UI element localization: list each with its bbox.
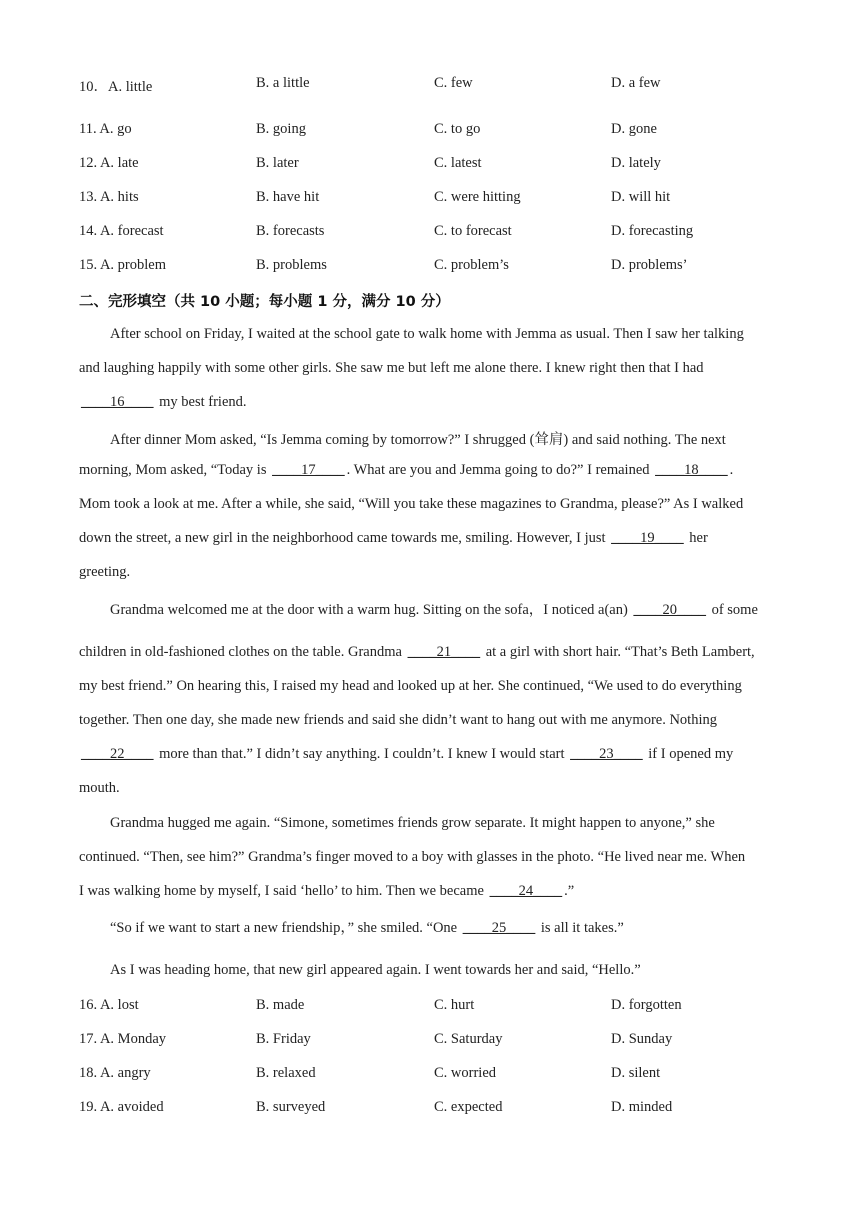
option-b: B. problems: [256, 257, 327, 273]
passage-text: down the street, a new girl in the neighborhood came towards me, smiling. However, I just: [79, 530, 610, 546]
passage-text: at a girl with short hair. “That’s Beth Lambert,: [482, 644, 755, 660]
passage-line: [110, 598, 825, 619]
question-16-options: [79, 997, 839, 1017]
question-10-options: [79, 75, 839, 95]
question-11-options: [79, 121, 839, 141]
option-a: 17. A. Monday: [79, 1031, 166, 1047]
passage-text: is all it takes.”: [537, 920, 624, 936]
option-a: 14. A. forecast: [79, 223, 164, 239]
passage-text: .”: [564, 883, 575, 899]
question-14-options: [79, 223, 839, 243]
passage-text: “So if we want to start a new friendship，” she smiled. “One: [110, 920, 461, 936]
passage-line: [110, 916, 825, 937]
option-a: 19. A. avoided: [79, 1099, 164, 1115]
option-c: C. to forecast: [434, 223, 512, 239]
passage-line: my best friend.” On hearing this, I raised my head and looked up at her. She continued, “We used to do everything: [79, 678, 742, 694]
passage-line: continued. “Then, see him?” Grandma’s finger moved to a boy with glasses in the photo. “He lived near me. When: [79, 849, 746, 865]
option-b: B. a little: [256, 75, 310, 91]
option-a: 11. A. go: [79, 121, 132, 137]
passage-line: [79, 530, 794, 547]
option-c: C. to go: [434, 121, 481, 137]
passage-text: children in old-fashioned clothes on the table. Grandma: [79, 644, 406, 660]
passage-text: her: [685, 530, 708, 546]
question-13-options: [79, 189, 839, 209]
passage-line: Mom took a look at me. After a while, she said, “Will you take these magazines to Grandma, please?” As I walked: [79, 496, 744, 512]
passage-line: As I was heading home, that new girl appeared again. I went towards her and said, “Hello.”: [110, 962, 641, 978]
option-b: B. have hit: [256, 189, 320, 205]
option-b: B. surveyed: [256, 1099, 326, 1115]
option-b: B. relaxed: [256, 1065, 316, 1081]
blank-17: ____17____: [272, 462, 345, 478]
option-d: D. silent: [611, 1065, 661, 1081]
option-b: B. made: [256, 997, 305, 1013]
passage-line: [79, 462, 794, 479]
option-d: D. problems’: [611, 257, 688, 273]
option-b: B. later: [256, 155, 299, 171]
blank-21: ____21____: [407, 644, 481, 660]
option-c: C. worried: [434, 1065, 497, 1081]
option-d: D. lately: [611, 155, 661, 171]
passage-line: After school on Friday, I waited at the school gate to walk home with Jemma as usual. Then I saw her talking: [110, 326, 744, 342]
option-d: D. gone: [611, 121, 657, 137]
passage-line: [79, 644, 794, 661]
passage-text: my best friend.: [155, 394, 247, 410]
blank-20: ____20____: [633, 602, 706, 618]
passage-text: Grandma welcomed me at the door with a warm hug. Sitting on the sofa，I noticed a(an): [110, 602, 632, 618]
question-12-options: [79, 155, 839, 175]
option-a: 12. A. late: [79, 155, 139, 171]
option-a: 13. A. hits: [79, 189, 139, 205]
option-b: B. forecasts: [256, 223, 325, 239]
passage-line: [79, 746, 794, 763]
option-a: 15. A. problem: [79, 257, 166, 273]
passage-text: more than that.” I didn’t say anything. I couldn’t. I knew I would start: [155, 746, 569, 762]
blank-19: ____19____: [611, 530, 684, 546]
passage-line: greeting.: [79, 564, 131, 580]
passage-text: if I opened my: [644, 746, 734, 762]
section-title: 二、完形填空（共 10 小题；每小题 1 分，满分 10 分）: [79, 294, 450, 310]
passage-line: [79, 394, 794, 411]
passage-line: [79, 883, 794, 900]
option-a: 10．A. little: [79, 79, 153, 95]
option-d: D. minded: [611, 1099, 673, 1115]
option-b: B. going: [256, 121, 306, 137]
question-18-options: [79, 1065, 839, 1085]
passage-text: morning, Mom asked, “Today is: [79, 462, 271, 478]
option-c: C. were hitting: [434, 189, 521, 205]
option-c: C. hurt: [434, 997, 475, 1013]
option-a: 18. A. angry: [79, 1065, 151, 1081]
passage-line: After dinner Mom asked, “Is Jemma coming by tomorrow?” I shrugged (耸肩) and said nothing. The next: [110, 432, 726, 448]
option-c: C. latest: [434, 155, 482, 171]
passage-line: mouth.: [79, 780, 120, 796]
passage-text: . What are you and Jemma going to do?” I remained: [346, 462, 654, 478]
blank-25: ____25____: [462, 920, 536, 936]
blank-23: ____23____: [570, 746, 643, 762]
passage-text: of some: [707, 602, 758, 618]
option-c: C. Saturday: [434, 1031, 503, 1047]
passage-text: I was walking home by myself, I said ‘hello’ to him. Then we became: [79, 883, 488, 899]
option-c: C. expected: [434, 1099, 503, 1115]
option-d: D. forecasting: [611, 223, 694, 239]
question-19-options: [79, 1099, 839, 1119]
question-17-options: [79, 1031, 839, 1051]
option-d: D. forgotten: [611, 997, 682, 1013]
question-15-options: [79, 257, 839, 277]
passage-line: and laughing happily with some other girls. She saw me but left me alone there. I knew right then that I had: [79, 360, 704, 376]
option-d: D. a few: [611, 75, 661, 91]
option-d: D. Sunday: [611, 1031, 673, 1047]
option-a: 16. A. lost: [79, 997, 139, 1013]
option-d: D. will hit: [611, 189, 671, 205]
passage-line: together. Then one day, she made new friends and said she didn’t want to hang out with me anymore. Nothing: [79, 712, 717, 728]
option-b: B. Friday: [256, 1031, 311, 1047]
blank-22: ____22____: [81, 746, 154, 762]
passage-text: .: [729, 462, 734, 478]
blank-16: ____16____: [81, 394, 154, 410]
blank-24: ____24____: [489, 883, 563, 899]
blank-18: ____18____: [655, 462, 728, 478]
passage-line: Grandma hugged me again. “Simone, sometimes friends grow separate. It might happen to anyone,” she: [110, 815, 715, 831]
option-c: C. problem’s: [434, 257, 509, 273]
option-c: C. few: [434, 75, 473, 91]
